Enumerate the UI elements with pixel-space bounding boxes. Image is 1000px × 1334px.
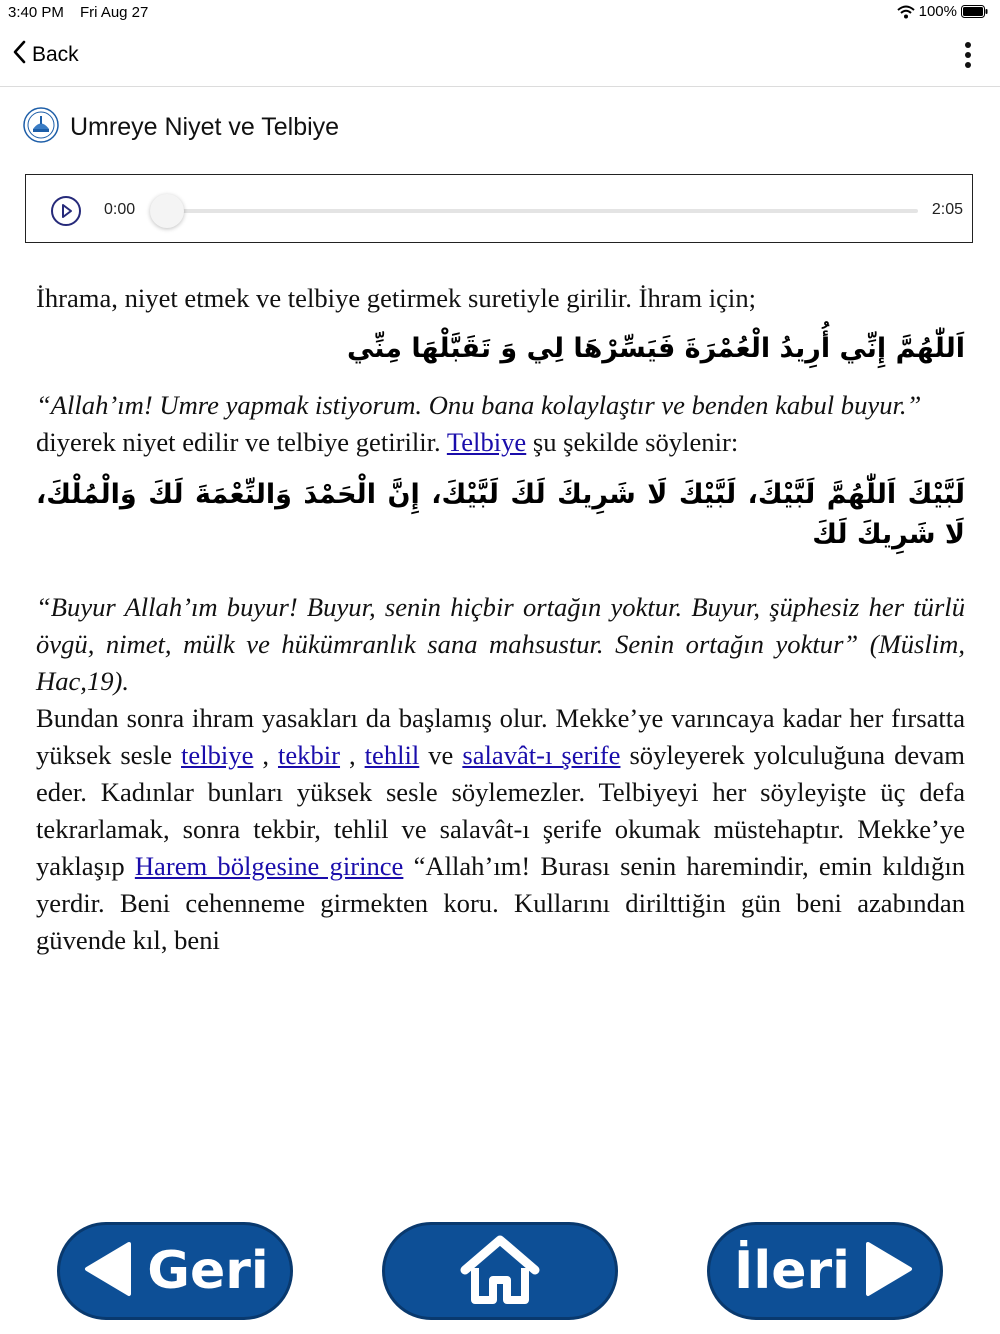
link-salavat[interactable]: salavât-ı şerife [462,740,621,770]
arabic-telbiye: لَبَّيْكَ اَللّٰهُمَّ لَبَّيْكَ، لَبَّيْكَ لَا شَرِيكَ لَكَ لَبَّيْكَ، إِنَّ الْحَمْدَ وَالنِّعْمَةَ لَكَ وَالْمُلْكَ، لَا شَرِيكَ لَكَ [36,479,965,550]
paragraph-ihram [36,700,965,959]
translation-telbiye: “Buyur Allah’ım buyur! Buyur, senin hiçbir ortağın yoktur. Buyur, şüphesiz her türlü övgü, nimet, mülk ve hükümranlık sana mahsustur. Senin ortağın yoktur” (Müslim, Hac,19). [36,592,965,696]
battery-percent: 100% [918,3,957,20]
page-title: Umreye Niyet ve Telbiye [70,113,340,141]
next-label: İleri [734,1241,850,1301]
play-icon [50,214,82,231]
navigation-bar [0,26,1000,87]
link-tekbir[interactable]: tekbir [277,740,341,770]
current-time: 0:00 [104,201,136,218]
page-header [22,106,339,149]
arrow-right-icon [864,1240,916,1303]
back-label: Back [32,43,79,66]
status-indicators [897,3,988,20]
back-button[interactable] [12,40,79,70]
play-button[interactable] [50,195,82,232]
wifi-icon [897,5,915,19]
bottom-navigation [0,1222,1000,1322]
text-segment: şu şekilde söylenir: [526,427,739,457]
link-telbiye-2[interactable]: telbiye [181,740,254,770]
total-time: 2:05 [931,201,963,218]
text-separator: ve [419,740,463,770]
text-separator: , [340,740,365,770]
home-button[interactable] [382,1222,618,1320]
status-time: 3:40 PM [8,4,64,21]
text-segment: söyleyerek yolculuğuna devam eder. Kadınlar bunları yüksek sesle söylemezler. Telbiyeyi her söyleyişte üç defa tekrarlamak, sonra tekbir, tehlil ve salavât-ı şerife okumak müstehaptır. Mekke’ye yaklaşıp [36,740,965,881]
link-tehlil[interactable]: tehlil [364,740,420,770]
next-button[interactable] [707,1222,943,1320]
status-bar [0,0,1000,26]
vertical-ellipsis-icon [964,57,972,74]
previous-button[interactable] [57,1222,293,1320]
arabic-niyet: اَللّٰهُمَّ إِنِّي أُرِيدُ الْعُمْرَةَ فَيَسِّرْهَا لِي وَ تَقَبَّلْهَا مِنِّي [346,333,965,364]
audio-player [25,174,973,243]
text-segment: “Allah’ım! Burası senin haremindir, emin kıldığın yerdir. Beni cehenneme girmekten koru. Kullarını dirilttiğin gün beni azabından güvende kıl, beni [36,851,966,955]
home-icon [459,1234,541,1309]
previous-label: Geri [147,1241,269,1301]
link-harem[interactable]: Harem bölgesine girince [134,851,404,881]
article-content [36,280,965,959]
link-telbiye[interactable]: Telbiye [446,427,527,457]
progress-thumb[interactable] [150,194,184,228]
arrow-left-icon [81,1240,133,1303]
text-segment: diyerek niyet edilir ve telbiye getirilir. [36,427,447,457]
text-separator: , [253,740,278,770]
text-segment: Bundan sonra ihram yasakları da başlamış olur. Mekke’ye varıncaya kadar her fırsatta yüksek sesle [36,703,965,770]
progress-track[interactable] [166,209,918,213]
translation-niyet: “Allah’ım! Umre yapmak istiyorum. Onu bana kolaylaştır ve benden kabul buyur.” [36,390,922,420]
paragraph-intro: İhrama, niyet etmek ve telbiye getirmek suretiyle girilir. İhram için; [36,283,757,313]
battery-icon [961,5,988,18]
chevron-left-icon [12,40,26,70]
more-options-button[interactable] [964,40,972,75]
paragraph-telbiye-intro [36,424,965,461]
status-date: Fri Aug 27 [80,4,149,21]
diyanet-logo-icon [22,106,60,149]
